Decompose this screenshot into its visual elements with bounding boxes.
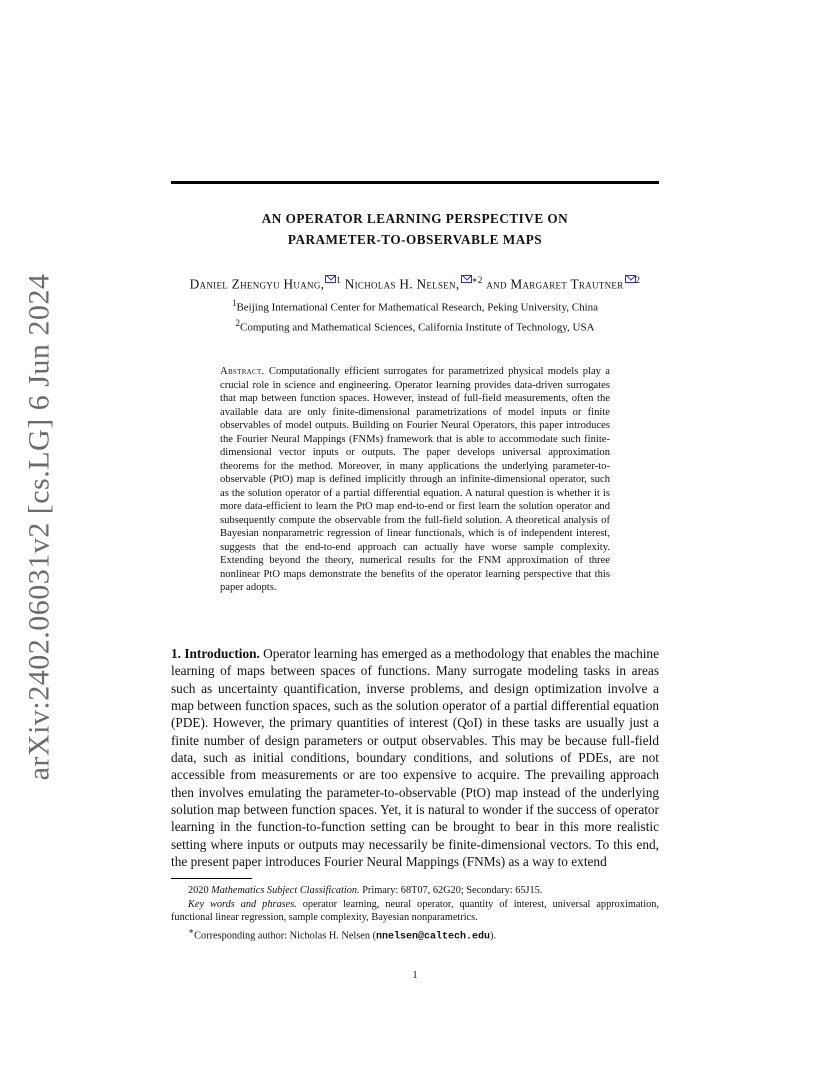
author-huang-affil: 1 [336,275,342,285]
page-number: 1 [412,970,418,981]
introduction-text: Operator learning has emerged as a methodology that enables the machine learning of maps between spaces of functions. Many surrogate modeling tasks in areas such as uncertainty quantification, inverse problems, and design optimization involve a map between function spaces, such as the solution operator of a partial differential equation (PDE). However, the primary quantities of interest (QoI) in these tasks are usually just a finite number of design parameters or output observables. This may be because full-field data, such as initial conditions, boundary conditions, and solutions of PDEs, are not accessible from measurements or are too expensive to acquire. The prevailing approach then involves emulating the parameter-to-observable (PtO) map instead of the underlying solution map between function spaces. Yet, it is natural to wonder if the success of operator learning in the function-to-function setting can be brought to bear in this more realistic setting where inputs or outputs may necessarily be finite-dimensional vectors. To this end, the present paper introduces Fourier Neural Mappings (FNMs) as a way to extend [171,646,659,870]
footnote-msc: 2020 Mathematics Subject Classification. Primary: 68T07, 62G20; Secondary: 65J15. [188,885,543,896]
affiliation-2-text: Computing and Mathematical Sciences, California Institute of Technology, USA [239,321,595,334]
author-trautner-affil: 2 [635,275,641,285]
introduction-section [171,645,659,870]
affiliation-2-num: 2 [235,318,240,328]
arxiv-identifier: arXiv:2402.06031v2 [cs.LG] 6 Jun 2024 [22,273,55,781]
section-heading: 1. Introduction. [171,646,260,661]
abstract-label: Abstract. [220,366,265,377]
footnote-rule [171,878,252,879]
author-list [130,275,700,292]
email-envelope-icon[interactable] [625,275,636,283]
affiliation-2 [130,318,700,334]
paper-title [171,208,659,250]
footnote-corresponding: ∗Corresponding author: Nicholas H. Nelsen (nnelsen@caltech.edu). [188,925,497,942]
affiliation-1 [130,298,700,314]
footnotes [171,884,659,943]
author-nelsen: Nicholas H. Nelsen, [344,276,460,292]
footnote-keywords: Key words and phrases. operator learning, neural operator, quantity of interest, universal approximation, functional linear regression, sample complexity, Bayesian nonparametrics. [171,898,659,923]
title-rule [171,181,659,184]
abstract-text: Computationally efficient surrogates for parametrized physical models play a crucial role in science and engineering. Operator learning provides data-driven surrogates that map between function spaces. However, instead of full-field measurements, often the available data are only finite-dimensional parametrizations of model inputs or finite observables of model outputs. Building on Fourier Neural Operators, this paper introduces the Fourier Neural Mappings (FNMs) framework that is able to accommodate such finite-dimensional vector inputs or outputs. The paper develops universal approximation theorems for the method. Moreover, in many applications the underlying parameter-to-observable (PtO) map is defined implicitly through an infinite-dimensional operator, such as the solution operator of a partial differential equation. A natural question is whether it is more data-efficient to learn the PtO map end-to-end or first learn the solution operator and subsequently compute the observable from the full-field solution. A theoretical analysis of Bayesian nonparametric regression of linear functionals, which is of independent interest, suggests that the end-to-end approach can actually have worse sample complexity. Extending beyond the theory, numerical results for the FNM approximation of three nonlinear PtO maps demonstrate the benefits of the operator learning perspective that this paper adopts. [220,366,610,593]
abstract [220,365,610,595]
author-conjunction: and [486,276,507,292]
email-envelope-icon[interactable] [325,275,336,283]
author-huang: Daniel Zhengyu Huang, [189,276,325,292]
email-envelope-icon[interactable] [461,275,472,283]
author-trautner: Margaret Trautner [510,276,624,292]
title-line-1: AN OPERATOR LEARNING PERSPECTIVE ON [261,211,569,226]
arxiv-identifier-sidebar [20,273,58,781]
affiliation-1-num: 1 [231,298,237,308]
title-line-2: PARAMETER-TO-OBSERVABLE MAPS [287,232,543,247]
author-nelsen-affil: ∗2 [471,275,483,285]
affiliation-1-text: Beijing International Center for Mathematical Research, Peking University, China [236,301,599,314]
corresponding-email-link[interactable]: nnelsen@caltech.edu [376,930,491,942]
